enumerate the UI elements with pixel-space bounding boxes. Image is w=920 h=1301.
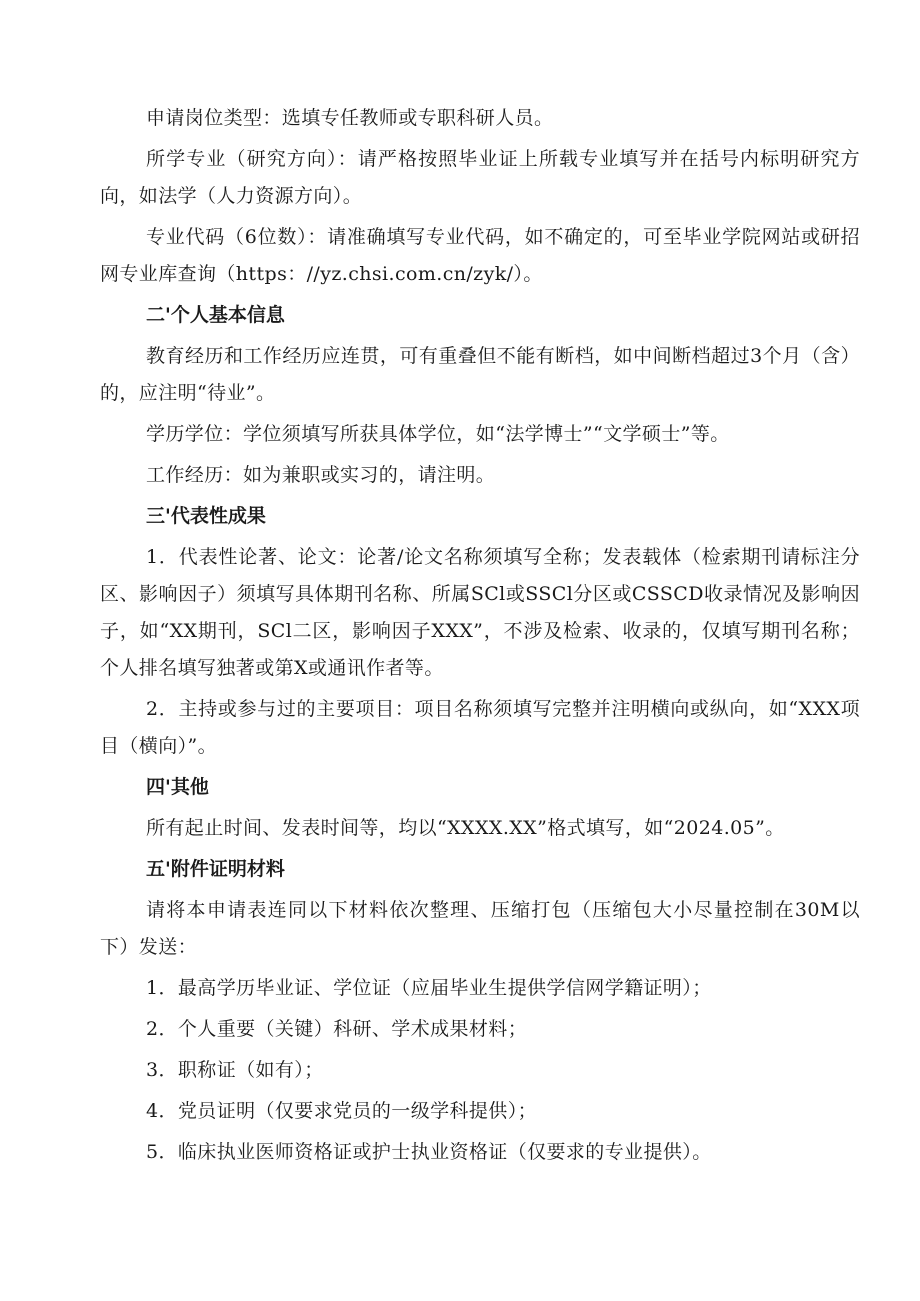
achievements-papers: 1．代表性论著、论文：论著/论文名称须填写全称；发表载体（检索期刊请标注分区、影响因子）须填写具体期刊名称、所属SCl或SSCl分区或CSSCD收录情况及影响因子，如“XX期刊，SCl二区，影响因子XXX”，不涉及检索、收录的，仅填写期刊名称；个人排名填写独著或第X或通讯作者等。 (100, 546, 860, 679)
basic-info-degree: 学历学位：学位须填写所获具体学位，如“法学博士”“文学硕士”等。 (146, 423, 730, 445)
attachment-item: 2．个人重要（关键）科研、学术成果材料； (146, 1018, 528, 1040)
attachment-item: 4．党员证明（仅要求党员的一级学科提供）； (146, 1100, 537, 1122)
section-basic-info-title: 二'个人基本信息 (146, 304, 285, 326)
attachment-item: 5．临床执业医师资格证或护士执业资格证（仅要求的专业提供）。 (146, 1141, 712, 1163)
attachment-item: 1．最高学历毕业证、学位证（应届毕业生提供学信网学籍证明）； (146, 977, 712, 999)
achievements-projects: 2．主持或参与过的主要项目：项目名称须填写完整并注明横向或纵向，如“XXX项目（横向）”。 (100, 698, 860, 757)
basic-info-work: 工作经历：如为兼职或实习的，请注明。 (146, 464, 496, 486)
section-other-title: 四'其他 (146, 776, 209, 798)
other-date-format: 所有起止时间、发表时间等，均以“XXXX.XX”格式填写，如“2024.05”。 (146, 817, 785, 839)
attachments-instructions: 请将本申请表连同以下材料依次整理、压缩打包（压缩包大小尽量控制在30M以下）发送： (100, 899, 860, 958)
intro-post-type: 申请岗位类型：选填专任教师或专职科研人员。 (146, 107, 554, 129)
intro-major: 所学专业（研究方向）：请严格按照毕业证上所载专业填写并在括号内标明研究方向，如法学（人力资源方向）。 (100, 148, 860, 207)
section-achievements-title: 三'代表性成果 (146, 505, 266, 527)
basic-info-continuity: 教育经历和工作经历应连贯，可有重叠但不能有断档，如中间断档超过3个月（含）的，应注明“待业”。 (100, 345, 860, 404)
section-attachments-title: 五'附件证明材料 (146, 858, 285, 880)
attachment-item: 3．职称证（如有）； (146, 1059, 324, 1081)
intro-major-code: 专业代码（6位数）：请准确填写专业代码，如不确定的，可至毕业学院网站或研招网专业库查询（https：//yz.chsi.com.cn/zyk/）。 (100, 226, 860, 285)
